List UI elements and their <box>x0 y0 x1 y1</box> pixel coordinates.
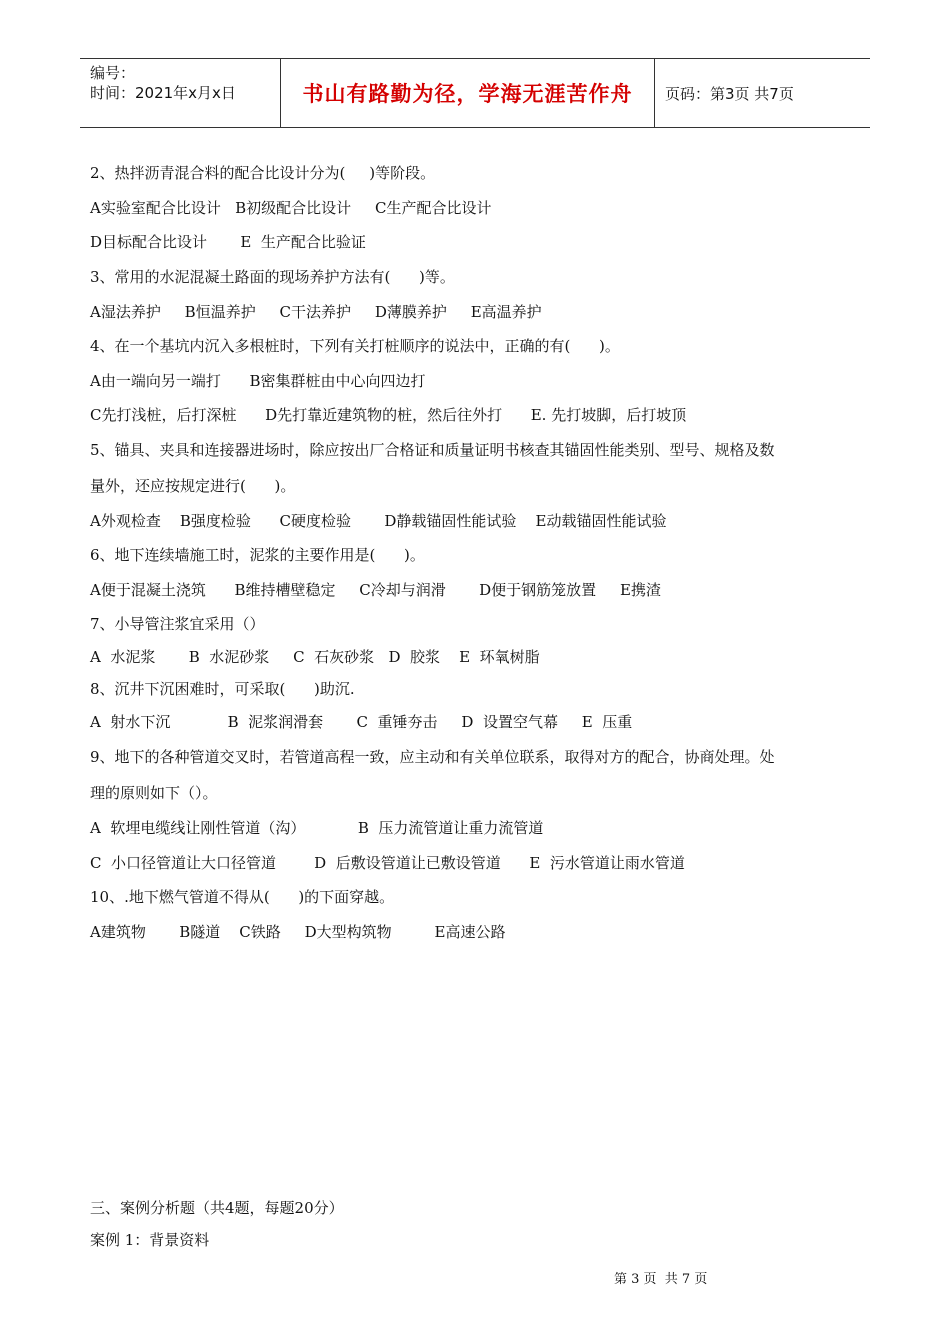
question-2: 2、热拌沥青混合料的配合比设计分为( )等阶段。 <box>90 164 436 182</box>
question-10: 10、.地下燃气管道不得从( )的下面穿越。 <box>90 888 395 906</box>
case-1-title: 案例 1：背景资料 <box>90 1231 210 1249</box>
question-10-options: A建筑物 B隧道 C铁路 D大型构筑物 E高速公路 <box>90 923 506 941</box>
question-9-options-1: A 软埋电缆线让刚性管道（沟） B 压力流管道让重力流管道 <box>90 819 544 837</box>
question-5: 5、锚具、夹具和连接器进场时，除应按出厂合格证和质量证明书核查其锚固性能类别、型号、规格及数 <box>90 441 775 459</box>
question-3-options: A湿法养护 B恒温养护 C干法养护 D薄膜养护 E高温养护 <box>90 303 542 321</box>
header-page-info: 页码：第3页 共7页 <box>665 84 794 103</box>
page-header <box>80 58 870 128</box>
question-4: 4、在一个基坑内沉入多根桩时，下列有关打桩顺序的说法中，正确的有( )。 <box>90 337 620 355</box>
header-info <box>80 59 281 127</box>
question-4-options-1: A由一端向另一端打 B密集群桩由中心向四边打 <box>90 372 426 390</box>
question-7: 7、小导管注浆宜采用（） <box>90 615 265 633</box>
header-motto: 书山有路勤为径，学海无涯苦作舟 <box>281 59 655 127</box>
question-6-options: A便于混凝土浇筑 B维持槽壁稳定 C冷却与润滑 D便于钢筋笼放置 E携渣 <box>90 581 661 599</box>
question-7-options: A 水泥浆 B 水泥砂浆 C 石灰砂浆 D 胶浆 E 环氧树脂 <box>90 648 540 666</box>
section-3-heading: 三、案例分析题（共4题，每题20分） <box>90 1199 344 1217</box>
question-8-options: A 射水下沉 B 泥浆润滑套 C 重锤夯击 D 设置空气幕 E 压重 <box>90 713 633 731</box>
question-4-options-2: C先打浅桩，后打深桩 D先打靠近建筑物的桩，然后往外打 E. 先打坡脚，后打坡顶 <box>90 406 687 424</box>
question-8: 8、沉井下沉困难时，可采取( )助沉. <box>90 680 355 698</box>
question-5-options: A外观检查 B强度检验 C硬度检验 D静载锚固性能试验 E动载锚固性能试验 <box>90 512 667 530</box>
time-label: 时间：2021年x月x日 <box>90 84 236 102</box>
question-9: 9、地下的各种管道交叉时，若管道高程一致，应主动和有关单位联系，取得对方的配合，协商处理。处 <box>90 748 775 766</box>
question-5-cont: 量外，还应按规定进行( )。 <box>90 477 296 495</box>
question-6: 6、地下连续墙施工时，泥浆的主要作用是( )。 <box>90 546 425 564</box>
question-9-cont: 理的原则如下（）。 <box>90 784 218 802</box>
number-label: 编号： <box>90 64 136 82</box>
page-footer: 第 3 页 共 7 页 <box>614 1272 708 1287</box>
question-2-options-1: A实验室配合比设计 B初级配合比设计 C生产配合比设计 <box>90 199 492 217</box>
question-2-options-2: D目标配合比设计 E 生产配合比验证 <box>90 233 366 251</box>
question-3: 3、常用的水泥混凝土路面的现场养护方法有( )等。 <box>90 268 455 286</box>
question-9-options-2: C 小口径管道让大口径管道 D 后敷设管道让已敷设管道 E 污水管道让雨水管道 <box>90 854 685 872</box>
